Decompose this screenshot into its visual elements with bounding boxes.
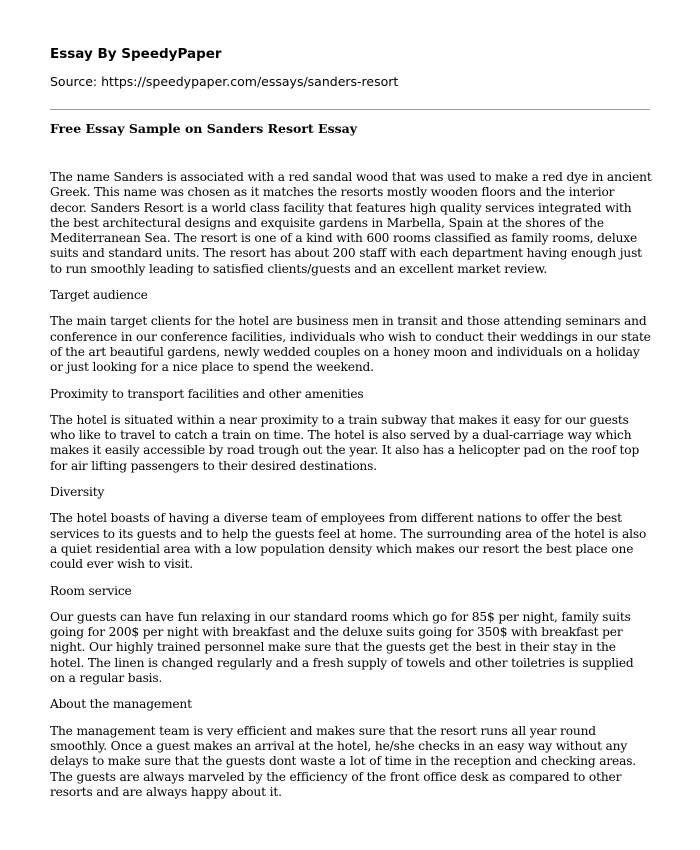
section-text-proximity: The hotel is situated within a near proximity to a train subway that makes it easy for our guests who like to travel to catch a train on time. The hotel is also served by a dual-carriage way which makes it easily accessible by road trough out the year. It also has a helicopter pad on the roof top for air lifting passengers to their desired destinations. [50,412,640,473]
essay-body [50,170,652,811]
section-text-management: The management team is very efficient and makes sure that the resort runs all year round smoothly. Once a guest makes an arrival at the hotel, he/she checks in an easy way without any delays to make sure that the guests dont waste a lot of time in the reception and checking areas. The guests are always marveled by the efficiency of the front office desk as compared to other resorts and are always happy about it. [50,723,637,799]
section-text-diversity: The hotel boasts of having a diverse team of employees from different nations to offer the best services to its guests and to help the guests feel at home. The surrounding area of the hotel is also a quiet residential area with a low population density which makes our resort the best place one could ever wish to visit. [50,511,647,572]
section-heading-proximity: Proximity to transport facilities and other amenities [50,386,364,401]
section-text-room-service: Our guests can have fun relaxing in our standard rooms which go for 85$ per night, family suits going for 200$ per night with breakfast and the deluxe suits going for 350$ with breakfast per night. Our highly trained personnel make sure that the guests get the best in their stay in the hotel. The linen is changed regularly and a fresh supply of towels and other toiletries is supplied on a regular basis. [50,609,634,686]
section-heading-room-service: Room service [50,583,132,598]
section-heading-target-audience: Target audience [50,288,148,303]
intro-paragraph: The name Sanders is associated with a red sandal wood that was used to make a red dye in ancient Greek. This name was chosen as it matches the resorts mostly wooden floors and the interior decor. Sanders Resort is a world class facility that features high quality services integrated with the best architectural designs and exquisite gardens in Marbella, Spain at the shores of the Mediterranean Sea. The resort is one of a kind with 600 rooms classified as family rooms, deluxe suits and standard units. The resort has about 200 staff with each department having enough just to run smoothly leading to satisfied clients/guests and an excellent market review. [50,170,652,276]
essay-title: Free Essay Sample on Sanders Resort Essay [50,121,358,136]
page-header [50,46,650,90]
section-heading-management: About the management [50,697,192,712]
section-heading-diversity: Diversity [50,485,105,500]
section-text-target-audience: The main target clients for the hotel are business men in transit and those attending seminars and conference in our conference facilities, individuals who wish to conduct their weddings in our state of the art beautiful gardens, newly wedded couples on a honey moon and individuals on a holiday or just looking for a nice place to spend the weekend. [50,314,651,375]
source-line: Source: https://speedypaper.com/essays/sanders-resort [50,74,399,89]
header-divider [50,109,650,110]
essay-author-line: Essay By SpeedyPaper [50,46,222,62]
